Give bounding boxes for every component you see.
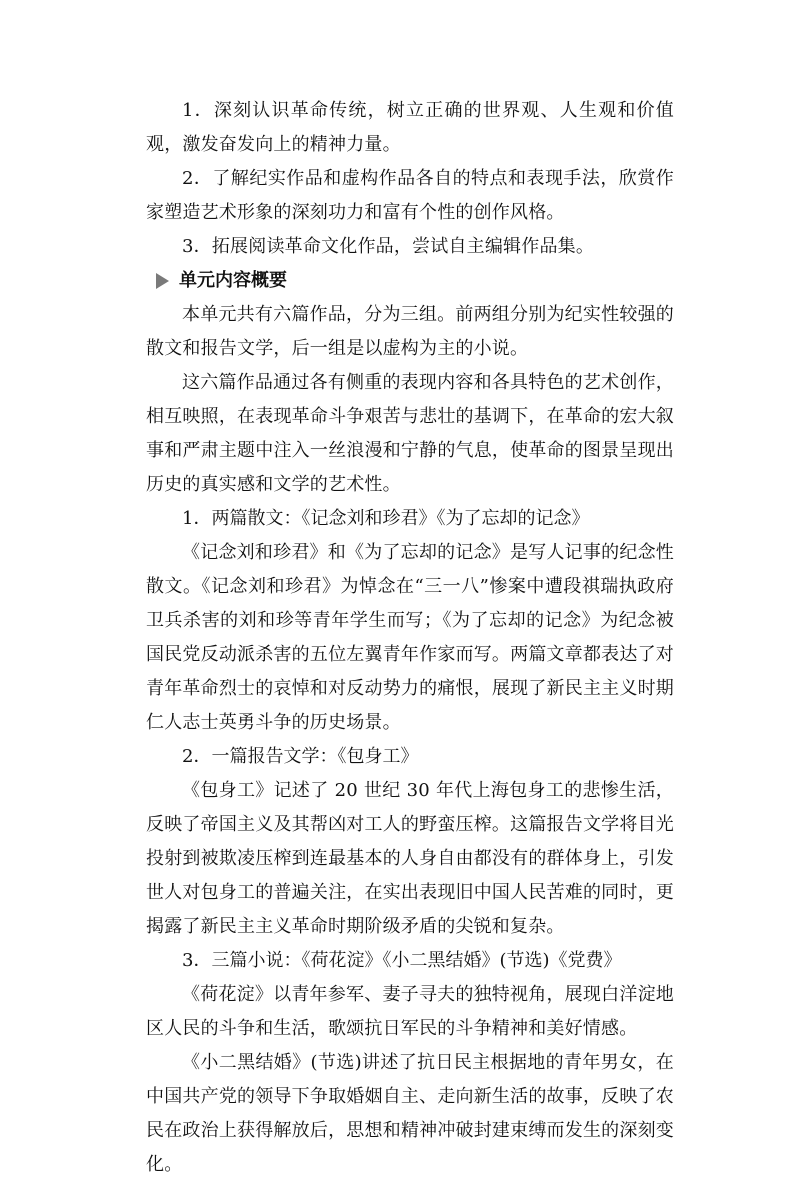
goal-item-1: 1．深刻认识革命传统，树立正确的世界观、人生观和价值观，激发奋发向上的精神力量。 xyxy=(146,100,674,155)
goal-item-3: 3．拓展阅读革命文化作品，尝试自主编辑作品集。 xyxy=(182,236,595,257)
section-heading xyxy=(146,264,674,298)
goal-item-2: 2．了解纪实作品和虚构作品各自的特点和表现手法，欣赏作家塑造艺术形象的深刻功力和富有个性的创作风格。 xyxy=(146,168,674,223)
group3-text-2: 《小二黑结婚》(节选)讲述了抗日民主根据地的青年男女，在中国共产党的领导下争取婚姻自主、走向新生活的故事，反映了农民在政治上获得解放后，思想和精神冲破封建束缚而发生的深刻变化。 xyxy=(146,1052,674,1175)
group2-text: 《包身工》记述了 20 世纪 30 年代上海包身工的悲惨生活，反映了帝国主义及其帮凶对工人的野蛮压榨。这篇报告文学将目光投射到被欺凌压榨到连最基本的人身自由都没有的群体身上，引发世人对包身工的普遍关注，在实出表现旧中国人民苦难的同时，更揭露了新民主主义革命时期阶级矛盾的尖锐和复杂。 xyxy=(146,780,674,937)
group1-title: 1．两篇散文：《记念刘和珍君》《为了忘却的记念》 xyxy=(182,508,590,529)
overview-paragraph-2: 这六篇作品通过各有侧重的表现内容和各具特色的艺术创作，相互映照，在表现革命斗争艰苦与悲壮的基调下，在革命的宏大叙事和严肃主题中注入一丝浪漫和宁静的气息，使革命的图景呈现出历史的真实感和文学的艺术性。 xyxy=(146,372,674,495)
group2-title: 2．一篇报告文学：《包身工》 xyxy=(182,746,419,767)
group3-title: 3．三篇小说：《荷花淀》《小二黑结婚》(节选)《党费》 xyxy=(182,950,622,971)
group1-text: 《记念刘和珍君》和《为了忘却的记念》是写人记事的纪念性散文。《记念刘和珍君》为悼念在“三一八”惨案中遭段祺瑞执政府卫兵杀害的刘和珍等青年学生而写；《为了忘却的记念》为纪念被国民党反动派杀害的五位左翼青年作家而写。两篇文章都表达了对青年革命烈士的哀悼和对反动势力的痛恨，展现了新民主主义时期仁人志士英勇斗争的历史场景。 xyxy=(146,542,674,733)
section-title: 单元内容概要 xyxy=(179,270,287,291)
group3-text-1: 《荷花淀》以青年参军、妻子寻夫的独特视角，展现白洋淀地区人民的斗争和生活，歌颂抗日军民的斗争精神和美好情感。 xyxy=(146,984,674,1039)
overview-paragraph-1: 本单元共有六篇作品，分为三组。前两组分别为纪实性较强的散文和报告文学，后一组是以虚构为主的小说。 xyxy=(146,304,674,359)
play-triangle-icon xyxy=(156,273,169,289)
